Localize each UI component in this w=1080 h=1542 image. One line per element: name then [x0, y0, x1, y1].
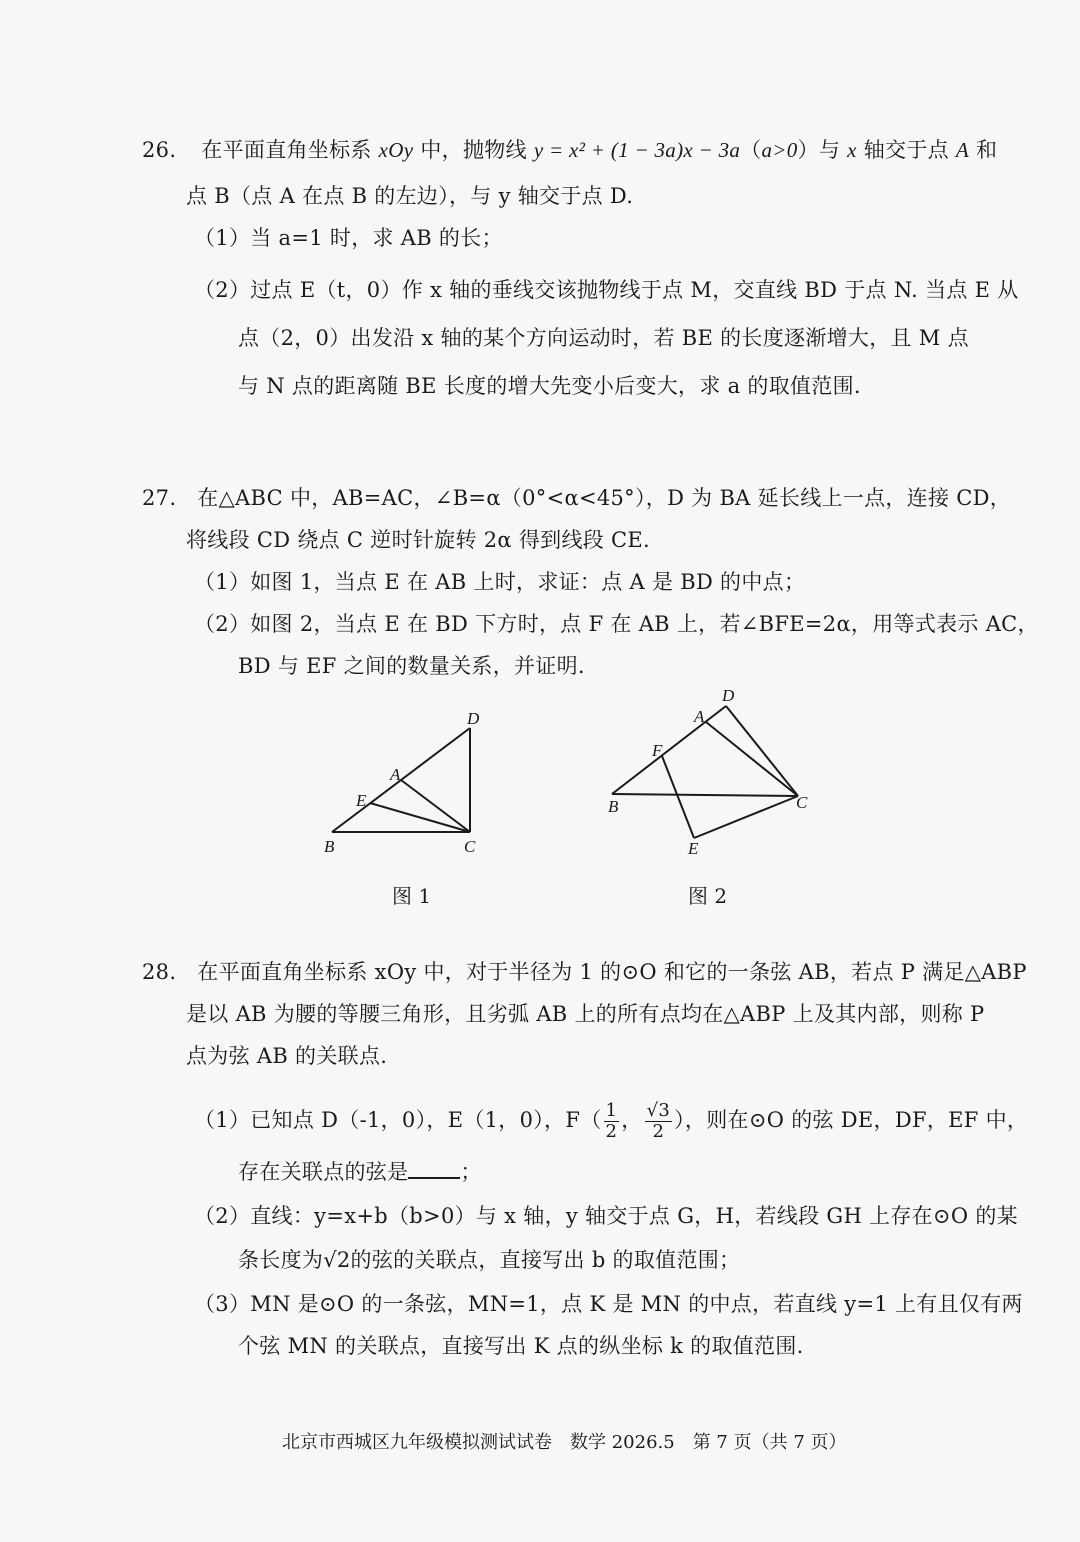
q28-number: 28. — [142, 960, 177, 984]
q27-number: 27. — [142, 486, 177, 510]
q27-line2: 将线段 CD 绕点 C 逆时针旋转 2α 得到线段 CE. — [186, 528, 651, 552]
fig2-label-C: C — [796, 793, 808, 812]
figure-2 — [598, 682, 823, 857]
q26-line1: 26. 在平面直角坐标系 xOy 中，抛物线 y = x² + (1 − 3a)x − 3a（a>0）与 x 轴交于点 A 和 — [142, 138, 998, 162]
fig2-label-B: B — [608, 797, 619, 816]
fig2-label-A: A — [694, 707, 705, 726]
q28-line1: 28. 在平面直角坐标系 xOy 中，对于半径为 1 的⊙O 和它的一条弦 AB，若点 P 满足△ABP — [142, 960, 1027, 984]
page-footer: 北京市西城区九年级模拟测试试卷 数学 2026.5 第 7 页（共 7 页） — [282, 1432, 847, 1453]
fig2-line-DC — [726, 706, 798, 796]
q28-part2-line1: （2）直线：y=x+b（b>0）与 x 轴，y 轴交于点 G，H，若线段 GH 上存在⊙O 的某 — [194, 1204, 1018, 1228]
q26-part2-line1: （2）过点 E（t，0）作 x 轴的垂线交该抛物线于点 M，交直线 BD 于点 N. 当点 E 从 — [194, 278, 1019, 302]
q28-part1-line2: 存在关联点的弦是 ； — [238, 1160, 482, 1184]
q27-line1: 27. 在△ABC 中，AB=AC，∠B=α（0°<α<45°），D 为 BA 延长线上一点，连接 CD， — [142, 486, 1012, 510]
fig2-line-CE — [694, 796, 798, 838]
q26-equation: y = x² + (1 − 3a)x − 3a — [533, 138, 741, 162]
fraction-sqrt3-over-2: $\frac{√3}{2}$ — [646, 1100, 671, 1142]
fig2-label-E: E — [688, 839, 699, 857]
q27-part2-line2: BD 与 EF 之间的数量关系，并证明. — [238, 654, 585, 678]
fig1-label-E: E — [356, 791, 367, 810]
fig2-label-F: F — [652, 741, 663, 760]
fig1-label-D: D — [467, 709, 480, 728]
q26-part2-line2: 点（2，0）出发沿 x 轴的某个方向运动时，若 BE 的长度逐渐增大，且 M 点 — [238, 326, 969, 350]
q28-part2-line2: 条长度为√2的弦的关联点，直接写出 b 的取值范围； — [238, 1248, 741, 1272]
fig2-caption: 图 2 — [688, 884, 728, 908]
q28-part1-line1: （1）已知点 D（-1，0），E（1，0），F（ $\frac{1}{2}$ ， $\frac{√3}{2}$ ），则在⊙O 的弦 DE，DF，EF 中， — [194, 1100, 1029, 1142]
q27-part2-line1: （2）如图 2，当点 E 在 BD 下方时，点 F 在 AB 上，若∠BFE=2α，用等式表示 AC， — [194, 612, 1039, 636]
q27-part1: （1）如图 1，当点 E 在 AB 上时，求证：点 A 是 BD 的中点； — [194, 570, 806, 594]
q26-line2: 点 B（点 A 在点 B 的左边），与 y 轴交于点 D. — [186, 184, 634, 208]
q28-part3-line1: （3）MN 是⊙O 的一条弦，MN=1，点 K 是 MN 的中点，若直线 y=1 上有且仅有两 — [194, 1292, 1023, 1316]
q26-part1: （1）当 a=1 时，求 AB 的长； — [194, 226, 503, 250]
answer-blank[interactable] — [408, 1159, 460, 1179]
fig2-line-BD — [612, 706, 726, 794]
sqrt2: √2 — [323, 1248, 351, 1272]
fig2-line-BC — [612, 794, 798, 796]
q28-line3: 点为弦 AB 的关联点. — [186, 1044, 388, 1068]
fig2-line-AC — [706, 722, 798, 796]
q28-part3-line2: 个弦 MN 的关联点，直接写出 K 点的纵坐标 k 的取值范围. — [238, 1334, 804, 1358]
fig1-line-AC — [401, 780, 470, 832]
figure-1 — [310, 700, 510, 865]
fig1-label-A: A — [390, 765, 401, 784]
fraction-half: $\frac{1}{2}$ — [605, 1100, 618, 1142]
fig1-caption: 图 1 — [392, 884, 432, 908]
q28-line2: 是以 AB 为腰的等腰三角形，且劣弧 AB 上的所有点均在△ABP 上及其内部，则称 P — [186, 1002, 985, 1026]
fig1-line-EC — [370, 803, 470, 832]
q26-number: 26. — [142, 138, 177, 162]
fig2-label-D: D — [722, 686, 735, 705]
fig1-label-C: C — [464, 837, 476, 856]
fig2-line-FE — [662, 756, 694, 838]
q26-part2-line3: 与 N 点的距离随 BE 长度的增大先变小后变大，求 a 的取值范围. — [238, 374, 861, 398]
fig1-label-B: B — [324, 837, 335, 856]
